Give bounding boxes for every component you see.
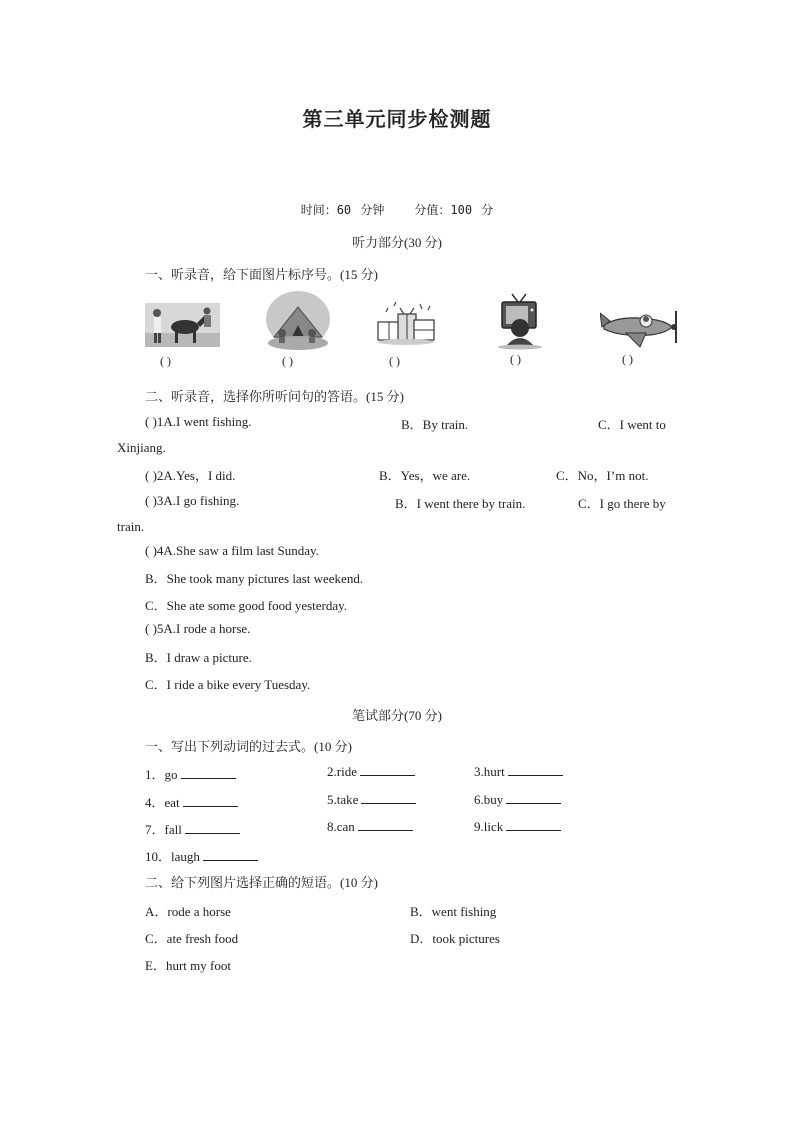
listening-section1-title: 一、听录音，给下面图片标序号。(15 分) [145, 267, 378, 282]
q1-option-c-continued: Xinjiang. [117, 440, 166, 455]
time-limit: 时间：60 分钟 [300, 203, 385, 217]
q1-option-a: ( )1A.I went fishing. [145, 414, 252, 429]
answer-blank[interactable] [508, 764, 563, 776]
answer-blank[interactable] [506, 792, 561, 804]
camping-picture [264, 289, 332, 353]
picture5-paren: ( ) [622, 352, 633, 366]
picture1-paren: ( ) [160, 354, 171, 368]
q2-option-b: B．Yes，we are. [379, 468, 471, 483]
writing-header: 笔试部分(70 分) [352, 708, 442, 723]
q3-option-c: C．I go there by [578, 496, 666, 511]
q3-option-c-continued: train. [117, 519, 145, 534]
listening-section2-title: 二、听录音，选择你所听问句的答语。(15 分) [145, 389, 404, 404]
writing-section1-title: 一、写出下列动词的过去式。(10 分) [145, 739, 352, 754]
q4-option-a: ( )4A.She saw a film last Sunday. [145, 543, 319, 558]
answer-blank[interactable] [360, 764, 415, 776]
q5-option-c: C．I ride a bike every Tuesday. [145, 677, 311, 692]
answer-blank[interactable] [506, 819, 561, 831]
verb-item-7: 7．fall [145, 819, 240, 838]
page-title: 第三单元同步检测题 [302, 107, 492, 131]
picture2-paren: ( ) [282, 354, 293, 368]
horse-riding-picture [145, 303, 220, 347]
picture3-paren: ( ) [389, 354, 400, 368]
verb-item-10: 10．laugh [145, 846, 258, 865]
q3-option-b: B．I went there by train. [395, 496, 526, 511]
writing-section2-title: 二、给下列图片选择正确的短语。(10 分) [145, 875, 378, 890]
listening-header: 听力部分(30 分) [352, 235, 442, 250]
q4-option-b: B．She took many pictures last weekend. [145, 571, 364, 586]
verb-item-3: 3.hurt [474, 764, 563, 780]
q1-option-b: B．By train. [401, 417, 469, 432]
airplane-picture [600, 305, 682, 349]
q2-option-a: ( )2A.Yes，I did. [145, 468, 236, 483]
verb-item-1: 1．go [145, 764, 236, 783]
verb-item-4: 4．eat [145, 792, 238, 811]
answer-blank[interactable] [183, 795, 238, 807]
phrase-option-a: A．rode a horse [145, 904, 231, 919]
verb-item-8: 8.can [327, 819, 413, 835]
picture4-paren: ( ) [510, 352, 521, 366]
q1-option-c: C．I went to [598, 417, 666, 432]
answer-blank[interactable] [185, 822, 240, 834]
verb-item-2: 2.ride [327, 764, 415, 780]
phrase-option-b: B．went fishing [410, 904, 497, 919]
verb-item-6: 6.buy [474, 792, 561, 808]
q2-option-c: C．No，I’m not. [556, 468, 649, 483]
verb-item-9: 9.lick [474, 819, 561, 835]
phrase-option-d: D．took pictures [410, 931, 500, 946]
total-score: 分值：100 分 [414, 203, 494, 217]
gifts-picture [374, 300, 438, 346]
answer-blank[interactable] [203, 849, 258, 861]
phrase-option-c: C．ate fresh food [145, 931, 239, 946]
answer-blank[interactable] [181, 767, 236, 779]
answer-blank[interactable] [361, 792, 416, 804]
q3-option-a: ( )3A.I go fishing. [145, 493, 240, 508]
q5-option-a: ( )5A.I rode a horse. [145, 621, 251, 636]
q4-option-c: C．She ate some good food yesterday. [145, 598, 348, 613]
answer-blank[interactable] [358, 819, 413, 831]
verb-item-5: 5.take [327, 792, 416, 808]
watching-tv-picture [494, 292, 544, 350]
phrase-option-e: E．hurt my foot [145, 958, 231, 973]
exam-meta [0, 201, 794, 218]
q5-option-b: B．I draw a picture. [145, 650, 252, 665]
